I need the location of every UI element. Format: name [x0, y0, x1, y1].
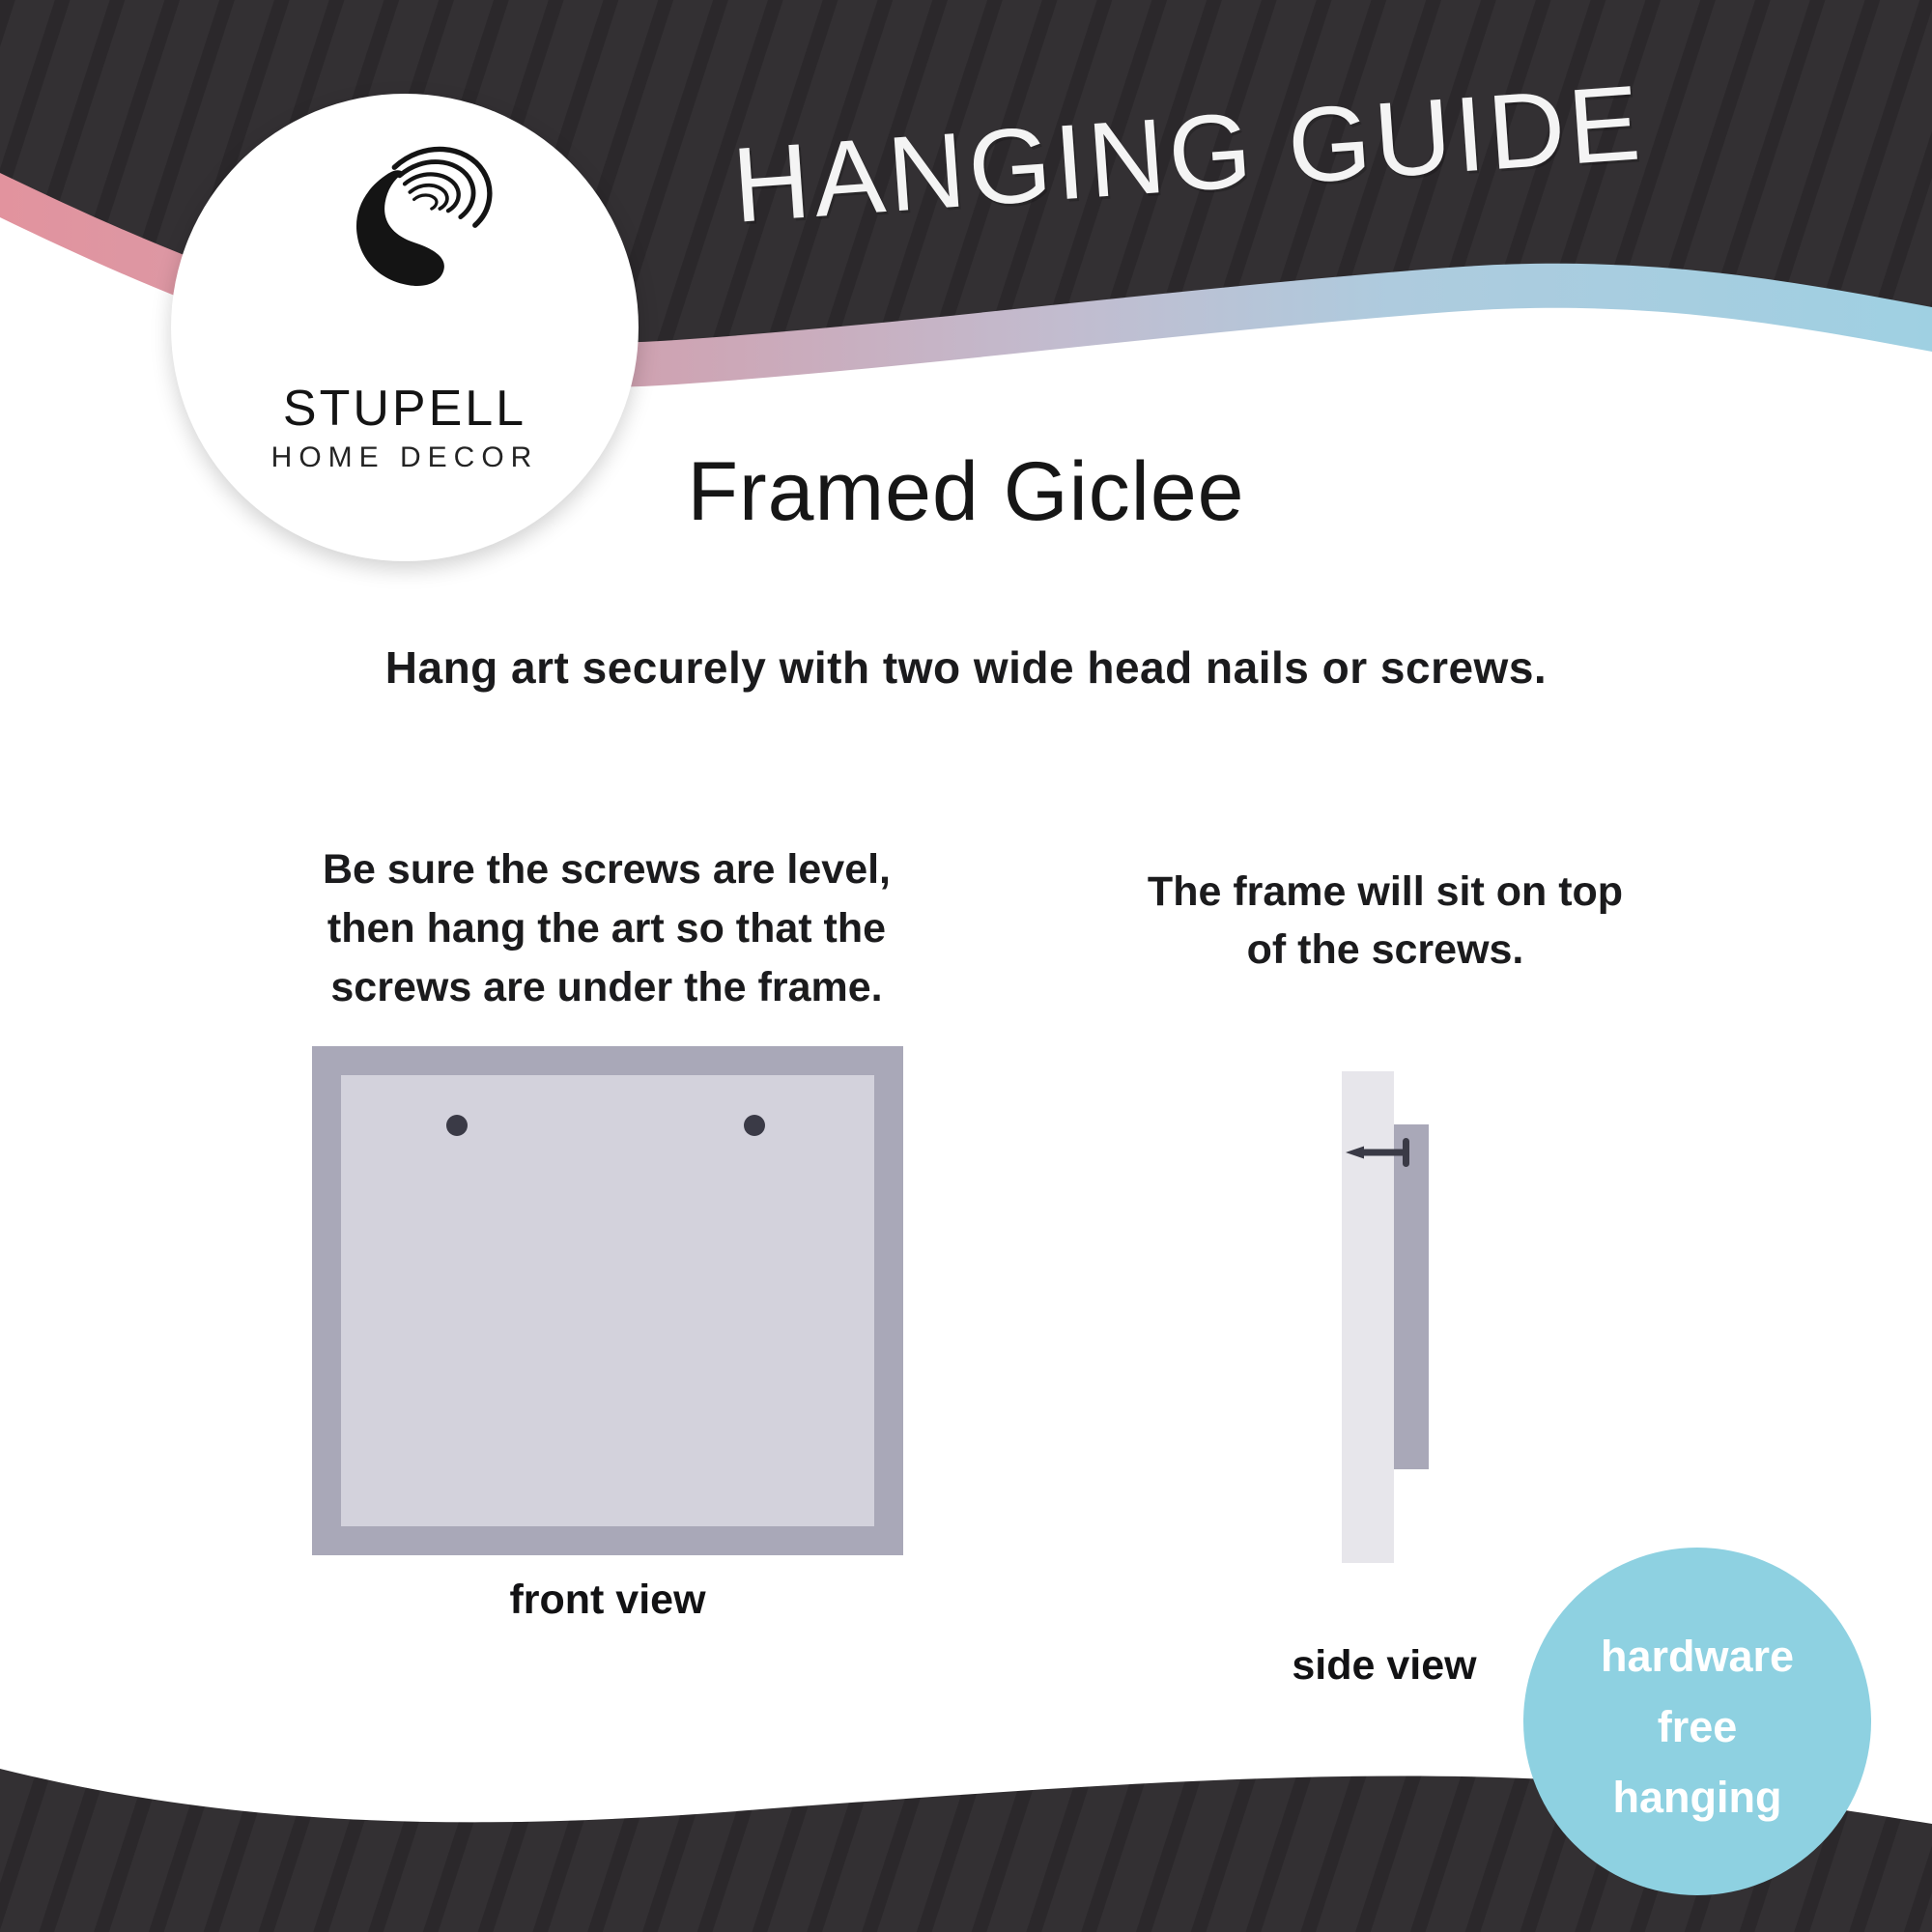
product-title: Framed Giclee — [687, 445, 1245, 538]
side-view-instruction-line: The frame will sit on top — [1147, 868, 1624, 915]
side-view-frame-bar — [1394, 1124, 1429, 1469]
badge-line: hanging — [1612, 1772, 1782, 1822]
side-view-instruction — [1076, 863, 1694, 979]
front-view-instruction — [201, 840, 1012, 1017]
badge-line: hardware — [1600, 1631, 1795, 1681]
brand-logo-circle — [171, 94, 639, 561]
front-view-instruction-line: then hang the art so that the — [327, 905, 887, 952]
side-view-caption: side view — [1292, 1642, 1477, 1689]
side-view-instruction-line: of the screws. — [1246, 926, 1524, 973]
nail-icon — [1345, 1136, 1418, 1169]
hardware-free-badge — [1523, 1548, 1871, 1895]
screw-dot-icon — [446, 1115, 468, 1136]
front-view-instruction-line: Be sure the screws are level, — [322, 846, 892, 893]
badge-line: free — [1657, 1701, 1738, 1751]
s-swoosh-logo-icon — [301, 136, 508, 368]
front-view-instruction-line: screws are under the frame. — [330, 964, 883, 1010]
page-title: HANGING GUIDE — [728, 63, 1648, 245]
brand-name: STUPELL — [282, 381, 527, 437]
front-view-caption: front view — [509, 1577, 706, 1623]
front-view-diagram — [312, 1046, 903, 1555]
screw-dot-icon — [744, 1115, 765, 1136]
main-instruction: Hang art securely with two wide head nails or screws. — [384, 642, 1548, 693]
brand-subtitle: HOME DECOR — [270, 441, 539, 473]
